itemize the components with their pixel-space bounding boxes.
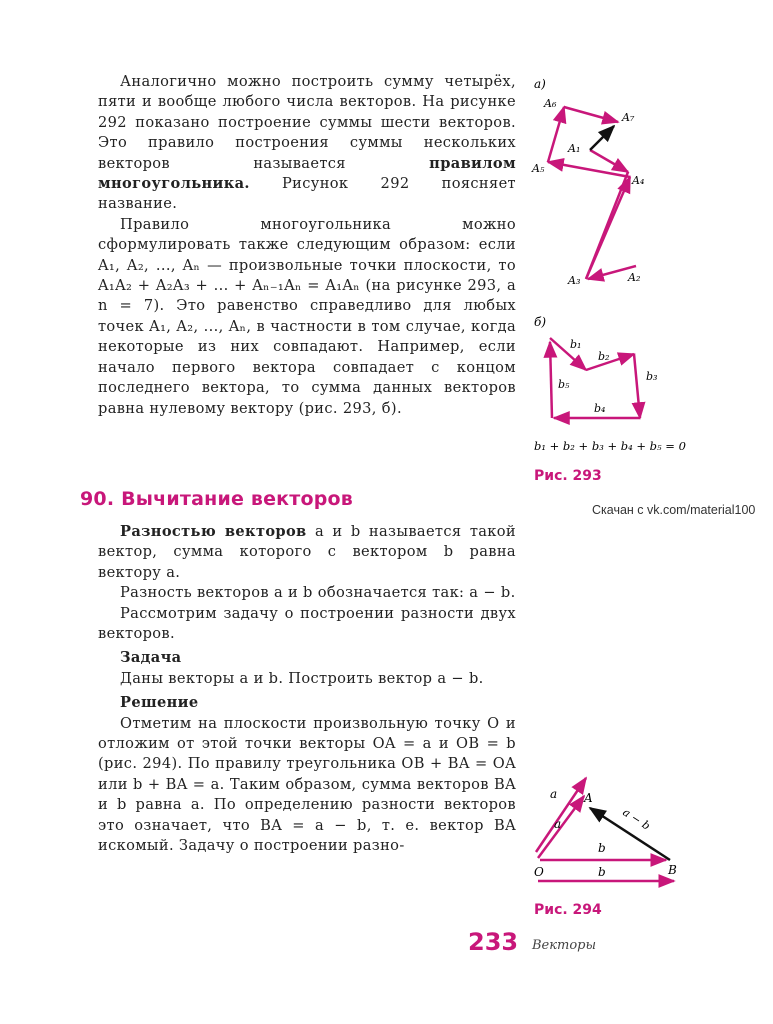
fig293-equation: b₁ + b₂ + b₃ + b₄ + b₅ = 0 [534,439,686,453]
vector-a4a5 [548,162,630,177]
free-vector-a-label: a [550,787,558,801]
vector-b3-label: b₃ [646,370,658,383]
fig293a-vectors [548,107,636,279]
free-vector-a [536,778,586,852]
vector-a5a6 [548,107,564,162]
vector-a1a2 [590,150,628,172]
free-vector-b-label: b [598,865,606,879]
paragraph-2: Правило многоугольника можно сформулировать также следующим образом: если A₁, A₂, ..., Aₙ — произвольные точки плоскости, то A₁A₂ + A₂A₃ + ... + Aₙ₋₁Aₙ = A₁Aₙ (на рисунке 293, а n = 7). Это равенство справедливо для любых точек A₁, A₂, ..., Aₙ, в частности в том случае, когда некоторые из них совпадают. Например, если начало первого вектора совпадает с концом последнего вектора, то сумма данных векторов равна нулевому вектору (рис. 293, б). [98,215,516,417]
definition: Разностью векторов a и b называется такой вектор, сумма которого с вектором b равна вектору a. [98,523,516,581]
point-b-label: B [668,863,677,877]
task-label: Задача [120,649,182,667]
point-a1-label: A₁ [568,142,581,155]
point-a6-label: A₆ [544,97,557,110]
task-intro: Рассмотрим задачу о построении разности двух векторов. [98,604,516,643]
vector-ba-label: a − b [620,805,653,833]
point-a2-label: A₂ [628,271,641,284]
task-text: Даны векторы a и b. Построить вектор a − b. [120,669,484,687]
vector-b4-label: b₄ [594,402,606,415]
fig293-label-a: а) [534,77,546,91]
text-block-polygon-rule [98,72,516,419]
vector-b2-label: b₂ [598,350,610,363]
term-difference: Разностью векторов [120,523,307,540]
vector-b1-label: b₁ [570,338,582,351]
vector-a6a7 [564,107,618,122]
point-a3-label: A₃ [568,274,581,287]
figure-293 [528,74,688,464]
fig293-label-b: б) [534,315,547,329]
solution-text: Отметим на плоскости произвольную точку O и отложим от этой точки векторы OA = a и OB = b (рис. 294). По правилу треугольника OB + BA = OA или b + BA = a. Таким образом, сумма векторов BA и b равна a. По определению разности векторов это означает, что BA = a − b, т. е. вектор BA искомый. Задачу о построении разно- [98,714,516,855]
vector-a1a7 [590,126,614,150]
vector-b5 [550,342,552,418]
point-a7-label: A₇ [622,111,635,124]
point-a5-label: A₅ [532,162,545,175]
notation: Разность векторов a и b обозначается так: a − b. [120,584,516,602]
vector-b3 [634,354,640,418]
fig294-caption: Рис. 294 [534,902,602,918]
point-a4-label: A₄ [632,174,645,187]
watermark: Скачан с vk.com/material100 [592,503,756,517]
fig293-caption: Рис. 293 [534,468,602,484]
vector-b5-label: b₅ [558,378,570,391]
point-o-label: O [534,865,544,879]
section-title: 90. Вычитание векторов [80,488,354,510]
vector-a3a4 [586,177,630,279]
vector-b2 [586,354,634,370]
paragraph-1: Аналогично можно построить сумму четырёх, пяти и вообще любого числа векторов. На рисунке 292 показано построение суммы шести векторов. Это правило построения суммы нескольких векторов называется правилом многоугольника. Рисунок 292 поясняет название. [98,73,516,213]
vector-ob-label: b [598,841,606,855]
running-title: Векторы [532,938,597,953]
page-number: 233 [468,928,519,956]
term-polygon-rule: правилом многоугольника. [98,154,516,193]
figure-294 [528,770,688,900]
point-a-label: A [584,791,593,805]
text-block-subtraction [98,522,516,857]
solution-label: Решение [120,694,199,712]
vector-oa-label: a [554,817,562,831]
